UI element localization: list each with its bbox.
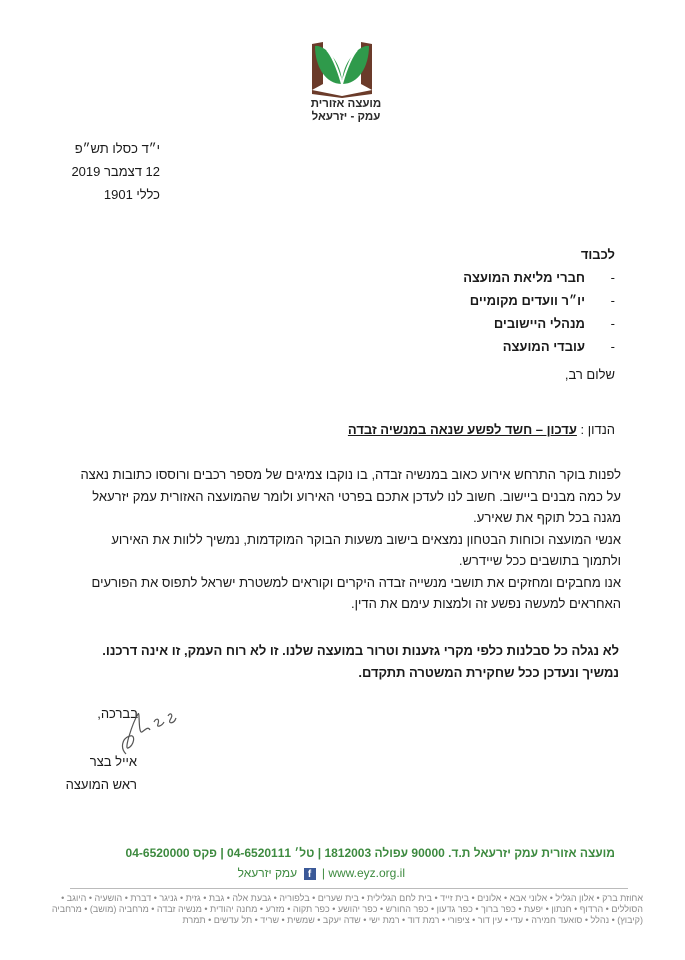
bullet-dash: - — [610, 339, 615, 354]
recipient-item — [463, 312, 615, 335]
body-paragraph-2: אנשי המועצה וכוחות הבטחון נמצאים בישוב משעות הבוקר המוקדמות, נמשיך ללוות את האירוע ולתמוך בתושבים ככל שיידרש. — [111, 531, 621, 568]
signer-name: אייל בצר — [89, 754, 137, 769]
website-link[interactable]: www.eyz.org.il — [328, 866, 405, 880]
bullet-dash: - — [610, 316, 615, 331]
recipients-list — [463, 266, 615, 358]
facebook-link[interactable]: עמק יזרעאל — [237, 866, 298, 880]
subject-label: הנדון : — [580, 422, 615, 437]
body-paragraph-3: אנו מחבקים ומחזקים את תושבי מנשייה זבדה היקרים וקוראים למשטרת ישראל לתפוס את הפורעים האחראים למעשה נפשע זה ולמצות עימם את הדין. — [91, 574, 621, 611]
bullet-dash: - — [610, 270, 615, 285]
recipient-label: יו״ר וועדים מקומיים — [469, 293, 585, 308]
recipient-item — [463, 289, 615, 312]
recipient-item — [463, 266, 615, 289]
logo-line-1: מועצה אזורית — [310, 98, 382, 110]
gregorian-date: 12 דצמבר 2019 — [71, 164, 160, 179]
recipients-heading: לכבוד — [580, 247, 615, 262]
subject-line — [348, 422, 615, 437]
recipient-item — [463, 335, 615, 358]
recipient-label: עובדי המועצה — [502, 339, 585, 354]
council-logo-icon — [309, 40, 375, 98]
closing-statement — [59, 640, 619, 684]
facebook-icon[interactable]: f — [304, 868, 316, 880]
reference-number: כללי 1901 — [103, 187, 160, 202]
body-paragraph-1: לפנות בוקר התרחש אירוע כאוב במנשיה זבדה, בו נוקבו צמיגים של מספר רכבים ורוססו כתובות נאצה על כמה מבנים ביישוב. חשוב לנו לעדכן אתכם בפרטי האירוע ולומר שהמועצה האזורית עמק יזרעאל מגנה בכל תוקף את שאירע. — [80, 467, 621, 525]
closing-paragraph-2: נמשיך ונעדכן ככל שחקירת המשטרה תתקדם. — [358, 665, 619, 680]
subject-topic: עדכון – חשד לפשע שנאה במנשיה זבדה — [347, 422, 577, 437]
signoff: בברכה, — [97, 706, 138, 721]
settlements-list: אחוזת ברק • אלון הגליל • אלוני אבא • אלונים • בית זייד • בית לחם הגלילית • בית שערים • בלפוריה • גבעת אלה • גבת • גזית • גניגר • דברת • הושעיה • היוגב • הסוללים • הרדוף • חנתון • יפעת • כפר ברוך • כפר גדעון • כפר החורש • כפר יהושע • כפר תקוה • מזרע • מחנה יהודית • מנשיה זבדה • מרחביה (מושב) • מרחביה (קיבוץ) • נהלל • סואעד חמירה • עדי • עין דור • ציפורי • רמת דוד • רמת ישי • שדה יעקב • שמשית • שריד • תל עדשים • תמרת — [51, 893, 643, 925]
hebrew-date: י״ד כסלו תש״פ — [74, 141, 160, 156]
logo-line-2: עמק - יזרעאל — [311, 111, 381, 123]
council-logo-text — [300, 98, 392, 124]
closing-paragraph-1: לא נגלה כל סבלנות כלפי מקרי גזענות וטרור במועצה שלנו. זו לא רוח העמק, זו אינה דרכנו. — [102, 643, 619, 658]
recipient-label: חברי מליאת המועצה — [463, 270, 585, 285]
letter-body — [73, 464, 621, 615]
bullet-dash: - — [610, 293, 615, 308]
date-block — [71, 137, 160, 206]
footer-address: מועצה אזורית עמק יזרעאל ת.ד. 90000 עפולה 1812003 | טל׳ 04-6520111 | פקס 04-6520000 — [125, 846, 615, 860]
footer-separator: | — [321, 866, 325, 880]
signer-title: ראש המועצה — [65, 777, 137, 792]
recipients-block — [463, 247, 615, 358]
signer-block — [66, 750, 137, 796]
footer-divider — [70, 888, 628, 889]
recipient-label: מנהלי היישובים — [493, 316, 585, 331]
greeting: שלום רב, — [564, 367, 615, 382]
footer-links — [238, 866, 405, 880]
